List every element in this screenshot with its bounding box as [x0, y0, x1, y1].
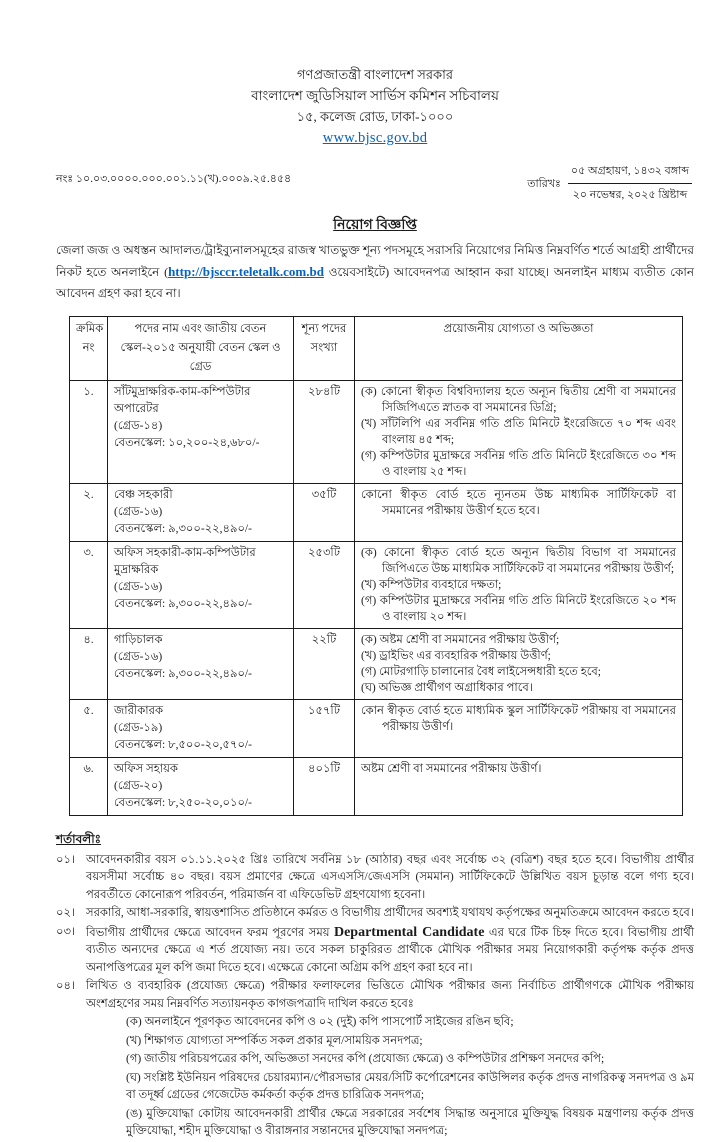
vacancy-cell: ৩৫টি — [294, 484, 355, 542]
vacancy-cell: ২২টি — [294, 629, 355, 700]
header-qualification: প্রয়োজনীয় যোগ্যতা ও অভিজ্ঞতা — [355, 317, 683, 381]
intro-text-after: ওয়েবসাইটে) আবেদনপত্র আহ্বান করা যাচ্ছে। অনলাইন মাধ্যম ব্যতীত কোন আবেদন গ্রহণ করা হবে না। — [56, 265, 695, 300]
table-row — [70, 542, 683, 629]
header-vacancies: শূন্য পদের সংখ্যা — [294, 317, 355, 381]
serial-cell: ৪. — [70, 629, 108, 700]
post-line: (গ্রেড-২০) — [114, 780, 163, 792]
serial-cell: ৩. — [70, 542, 108, 629]
conditions-heading: শর্তাবলীঃ — [56, 832, 102, 846]
condition-text — [86, 978, 694, 1142]
qualification-line: (খ) কম্পিউটার ব্যবহারে দক্ষতা; — [361, 579, 502, 591]
departmental-candidate-label: Departmental Candidate — [333, 924, 485, 940]
qualification-line: (ক) কোনো স্বীকৃত বিশ্ববিদ্যালয় হতে অন্যূন দ্বিতীয় শ্রেণী বা সমমানের সিজিপিএতে স্নাতক বা সমমানের ডিগ্রি; — [361, 386, 676, 414]
post-cell — [108, 700, 294, 758]
qualification-cell — [355, 700, 683, 758]
qualification-line: (খ) ড্রাইভিং এর ব্যবহারিক পরীক্ষায় উত্তীর্ণ; — [361, 650, 551, 662]
qualification-cell — [355, 542, 683, 629]
intro-text-before: জেলা জজ ও অধস্তন আদালত/ট্রাইব্যুনালসমূহের রাজস্ব খাতভুক্ত শূন্য পদসমূহে সরাসরি নিয়োগের নিমিত্ত নিম্নবর্ণিত শর্তে আগ্রহী প্রার্থীদের নিকট হতে অনলাইনে ( — [56, 243, 694, 279]
condition-item — [56, 978, 694, 1142]
serial-cell: ৫. — [70, 700, 108, 758]
website-link[interactable]: www.bjsc.gov.bd — [322, 130, 428, 146]
date-label: তারিখঃ — [527, 178, 561, 190]
qualification-line: (ক) কোনো স্বীকৃত বোর্ড হতে অন্যূন দ্বিতীয় বিভাগ বা সমমানের জিপিএতে উচ্চ মাধ্যমিক সার্টিফিকেট বা সমমানের পরীক্ষায় উত্তীর্ণ; — [361, 547, 676, 575]
post-line: (গ্রেড-১৬) — [114, 506, 163, 518]
page-title: নিয়োগ বিজ্ঞপ্তি — [333, 218, 417, 233]
qualification-cell — [355, 629, 683, 700]
conditions-section — [56, 831, 694, 1142]
post-cell — [108, 542, 294, 629]
vacancy-cell: ৪০১টি — [294, 758, 355, 816]
date-stack — [568, 162, 692, 205]
qualification-line: (ঘ) অভিজ্ঞ প্রার্থীগণ অগ্রাধিকার পাবে। — [361, 682, 533, 694]
condition-text: আবেদনকারীর বয়স ০১.১১.২০২৫ খ্রিঃ তারিখে সর্বনিম্ন ১৮ (আঠার) বছর এবং সর্বোচ্চ ৩২ (বত্রিশ) বছর হতে হবে। বিভাগীয় প্রার্থীর বয়সসীমা সর্বোচ্চ ৪০ বছর। বয়স প্রমাণের ক্ষেত্রে এসএসসি/জেএসসি (সমমান) সার্টিফিকেটে উল্লিখিত বয়স চূড়ান্ত বলে গণ্য হবে। পরবর্তীতে কোনোরূপ পরিবর্তন, পরিমার্জন বা এফিডেভিট গ্রহণযোগ্য হবেনা। — [86, 853, 694, 901]
condition-number: ০৩। — [56, 925, 76, 938]
vacancy-cell: ২৫৩টি — [294, 542, 355, 629]
condition-sub-item: (গ) জাতীয় পরিচয়পত্রের কপি, অভিজ্ঞতা সনদের কপি (প্রযোজ্য ক্ষেত্রে) ও কম্পিউটার প্রশিক্ষণ সনদের কপি; — [126, 1053, 605, 1065]
table-row — [70, 484, 683, 542]
condition-text-before: বিভাগীয় প্রার্থীদের ক্ষেত্রে আবেদন ফরম পূরণের সময় — [86, 926, 334, 939]
qualification-line: কোনো স্বীকৃত বোর্ড হতে ন্যূনতম উচ্চ মাধ্যমিক সার্টিফিকেট বা সমমানের পরীক্ষায় উত্তীর্ণ হতে হবে। — [361, 489, 676, 517]
post-line: অফিস সহকারী-কাম-কম্পিউটার মুদ্রাক্ষরিক — [114, 547, 256, 576]
qualification-line: (গ) কম্পিউটার মুদ্রাক্ষরে সর্বনিম্ন গতি প্রতি মিনিটে ইংরেজিতে ৩০ শব্দ ও বাংলায় ২৫ শব্দ। — [361, 450, 676, 478]
condition-number: ০৪। — [56, 980, 76, 992]
memo-number: নংঃ ১০.০৩.০০০০.০০০.০০১.১১(খ).০০০৯.২৫.৪৫৪ — [56, 173, 292, 185]
condition-sub-item: (ঙ) মুক্তিযোদ্ধা কোটায় আবেদনকারী প্রার্থীর ক্ষেত্রে সরকারের সর্বশেষ সিদ্ধান্ত অনুসারে মুক্তিযুদ্ধ বিষয়ক মন্ত্রণালয় কর্তৃক প্রদত্ত মুক্তিযোদ্ধা, শহীদ মুক্তিযোদ্ধা ও বীরাঙ্গনার সন্তানদের মুক্তিযোদ্ধা সনদপত্র; — [126, 1107, 694, 1137]
serial-cell: ২. — [70, 484, 108, 542]
qualification-line: (ক) অষ্টম শ্রেণী বা সমমানের পরীক্ষায় উত্তীর্ণ; — [361, 634, 560, 646]
qualification-cell — [355, 484, 683, 542]
post-line: বেতনস্কেল: ৯,৩০০-২২,৪৯০/- — [114, 523, 252, 535]
date-gregorian: ২০ নভেম্বর, ২০২৫ খ্রিষ্টাব্দ — [572, 189, 688, 201]
condition-item — [56, 852, 694, 905]
post-line: বেতনস্কেল: ৮,৫০০-২০,৫৭০/- — [114, 739, 252, 751]
condition-number: ০১। — [56, 853, 76, 866]
qualification-cell — [355, 758, 683, 816]
post-line: গাড়িচালক — [114, 634, 163, 646]
qualification-line: (খ) সাঁটলিপি এর সর্বনিম্ন গতি প্রতি মিনিটে ইংরেজিতে ৭০ শব্দ এবং বাংলায় ৪৫ শব্দ; — [361, 418, 676, 446]
condition-intro: লিখিত ও ব্যবহারিক (প্রযোজ্য ক্ষেত্রে) পরীক্ষার ফলাফলের ভিত্তিতে মৌখিক পরীক্ষার জন্য নির্বাচিত প্রার্থীগণকে মৌখিক পরীক্ষায় অংশগ্রহণের সময় নিম্নবর্ণিত সত্যায়নকৃত কাগজপত্রাদি দাখিল করতে হবেঃ — [86, 980, 694, 1010]
condition-number: ০২। — [56, 907, 76, 919]
post-cell — [108, 758, 294, 816]
address-line: ১৫, কলেজ রোড, ঢাকা-১০০০ — [296, 109, 454, 124]
condition-item — [56, 905, 694, 923]
organization-line: বাংলাদেশ জুডিসিয়াল সার্ভিস কমিশন সচিবালয় — [251, 88, 499, 103]
header-serial: ক্রমিক নং — [70, 317, 108, 381]
post-cell — [108, 629, 294, 700]
qualification-line: (গ) মোটরগাড়ি চালানোর বৈধ লাইসেন্সধারী হতে হবে; — [361, 666, 601, 678]
condition-sub-item: (ঘ) সংশ্লিষ্ট ইউনিয়ন পরিষদের চেয়ারম্যান/পৌরসভার মেয়র/সিটি কর্পোরেশনের কাউন্সিলর কর্তৃক প্রদত্ত নাগরিকত্ব সনদপত্র ও ৯ম বা তদূর্ধ্ব গ্রেডের গেজেটেড কর্মকর্তা কর্তৃক প্রদত্ত চারিত্রিক সনদপত্র; — [126, 1071, 694, 1101]
table-row — [70, 629, 683, 700]
post-line: বেঞ্চ সহকারী — [114, 489, 173, 501]
post-line: অফিস সহায়ক — [114, 763, 178, 775]
post-line: বেতনস্কেল: ৯,৩০০-২২,৪৯০/- — [114, 598, 252, 610]
government-line: গণপ্রজাতন্ত্রী বাংলাদেশ সরকার — [296, 67, 454, 82]
qualification-cell — [355, 381, 683, 484]
serial-cell: ১. — [70, 381, 108, 484]
vacancy-table — [69, 316, 683, 816]
condition-text: সরকারি, আধা-সরকারি, স্বায়ত্তশাসিত প্রতিষ্ঠানে কর্মরত ও বিভাগীয় প্রার্থীদের অবশ্যই যথাযথ কর্তৃপক্ষের অনুমতিক্রমে আবেদন করতে হবে। — [86, 907, 694, 919]
table-row — [70, 381, 683, 484]
serial-cell: ৬. — [70, 758, 108, 816]
condition-text-after: এর ঘরে টিক চিহ্ন দিতে হবে। বিভাগীয় প্রার্থী ব্যতীত অন্যদের ক্ষেত্রে এ শর্ত প্রযোজ্য নয়। তবে সকল চাকুরিরত প্রার্থীকে মৌখিক পরীক্ষার সময় নিয়োগকারী কর্তৃপক্ষ কর্তৃক প্রদত্ত অনাপত্তিপত্রের মূল কপি জমা দিতে হবে। এক্ষেত্রে কোনো অগ্রিম কপি গ্রহণ করা হবে না। — [86, 926, 695, 974]
post-line: জারীকারক — [114, 705, 163, 717]
post-cell — [108, 484, 294, 542]
post-line: (গ্রেড-১৪) — [114, 420, 163, 432]
application-url-link[interactable]: http://bjsccr.teletalk.com.bd — [168, 264, 324, 279]
condition-sub-items — [86, 1014, 694, 1141]
post-cell — [108, 381, 294, 484]
document-header — [56, 64, 694, 149]
header-post: পদের নাম এবং জাতীয় বেতন স্কেল-২০১৫ অনুযায়ী বেতন স্কেল ও গ্রেড — [108, 317, 294, 381]
post-line: বেতনস্কেল: ৮,২৫০-২০,০১০/- — [114, 797, 252, 809]
table-row — [70, 700, 683, 758]
post-line: বেতনস্কেল: ১০,২০০-২৪,৬৮০/- — [114, 437, 260, 449]
reference-row — [56, 162, 694, 205]
vacancy-cell: ১৫৭টি — [294, 700, 355, 758]
table-row — [70, 758, 683, 816]
date-bangla: ০৫ অগ্রহায়ণ, ১৪৩২ বঙ্গাব্দ — [568, 162, 692, 184]
date-block — [527, 162, 694, 205]
condition-sub-item: (খ) শিক্ষাগত যোগ্যতা সম্পর্কিত সকল প্রকার মূল/সাময়িক সনদপত্র; — [126, 1034, 423, 1047]
condition-text — [86, 924, 694, 978]
post-line: বেতনস্কেল: ৯,৩০০-২২,৪৯০/- — [114, 668, 252, 680]
condition-item — [56, 924, 694, 978]
intro-paragraph — [56, 240, 694, 304]
vacancy-cell: ২৮৪টি — [294, 381, 355, 484]
qualification-line: (গ) কম্পিউটার মুদ্রাক্ষরে সর্বনিম্ন গতি প্রতি মিনিটে ইংরেজিতে ২০ শব্দ ও বাংলায় ২০ শব্দ। — [361, 595, 676, 623]
post-line: (গ্রেড-১৬) — [114, 651, 163, 663]
qualification-line: অষ্টম শ্রেণী বা সমমানের পরীক্ষায় উত্তীর্ণ। — [361, 763, 542, 775]
post-line: (গ্রেড-১৬) — [114, 581, 163, 593]
condition-sub-item: (ক) অনলাইনে পূরণকৃত আবেদনের কপি ও ০২ (দুই) কপি পাসপোর্ট সাইজের রঙিন ছবি; — [126, 1016, 514, 1028]
qualification-line: কোন স্বীকৃত বোর্ড হতে মাধ্যমিক স্কুল সার্টিফিকেট পরীক্ষায় বা সমমানের পরীক্ষায় উত্তীর্ণ। — [361, 705, 676, 733]
table-header-row — [70, 317, 683, 381]
post-line: সাঁটমুদ্রাক্ষরিক-কাম-কম্পিউটার অপারেটর — [114, 386, 251, 415]
post-line: (গ্রেড-১৯) — [114, 722, 163, 734]
